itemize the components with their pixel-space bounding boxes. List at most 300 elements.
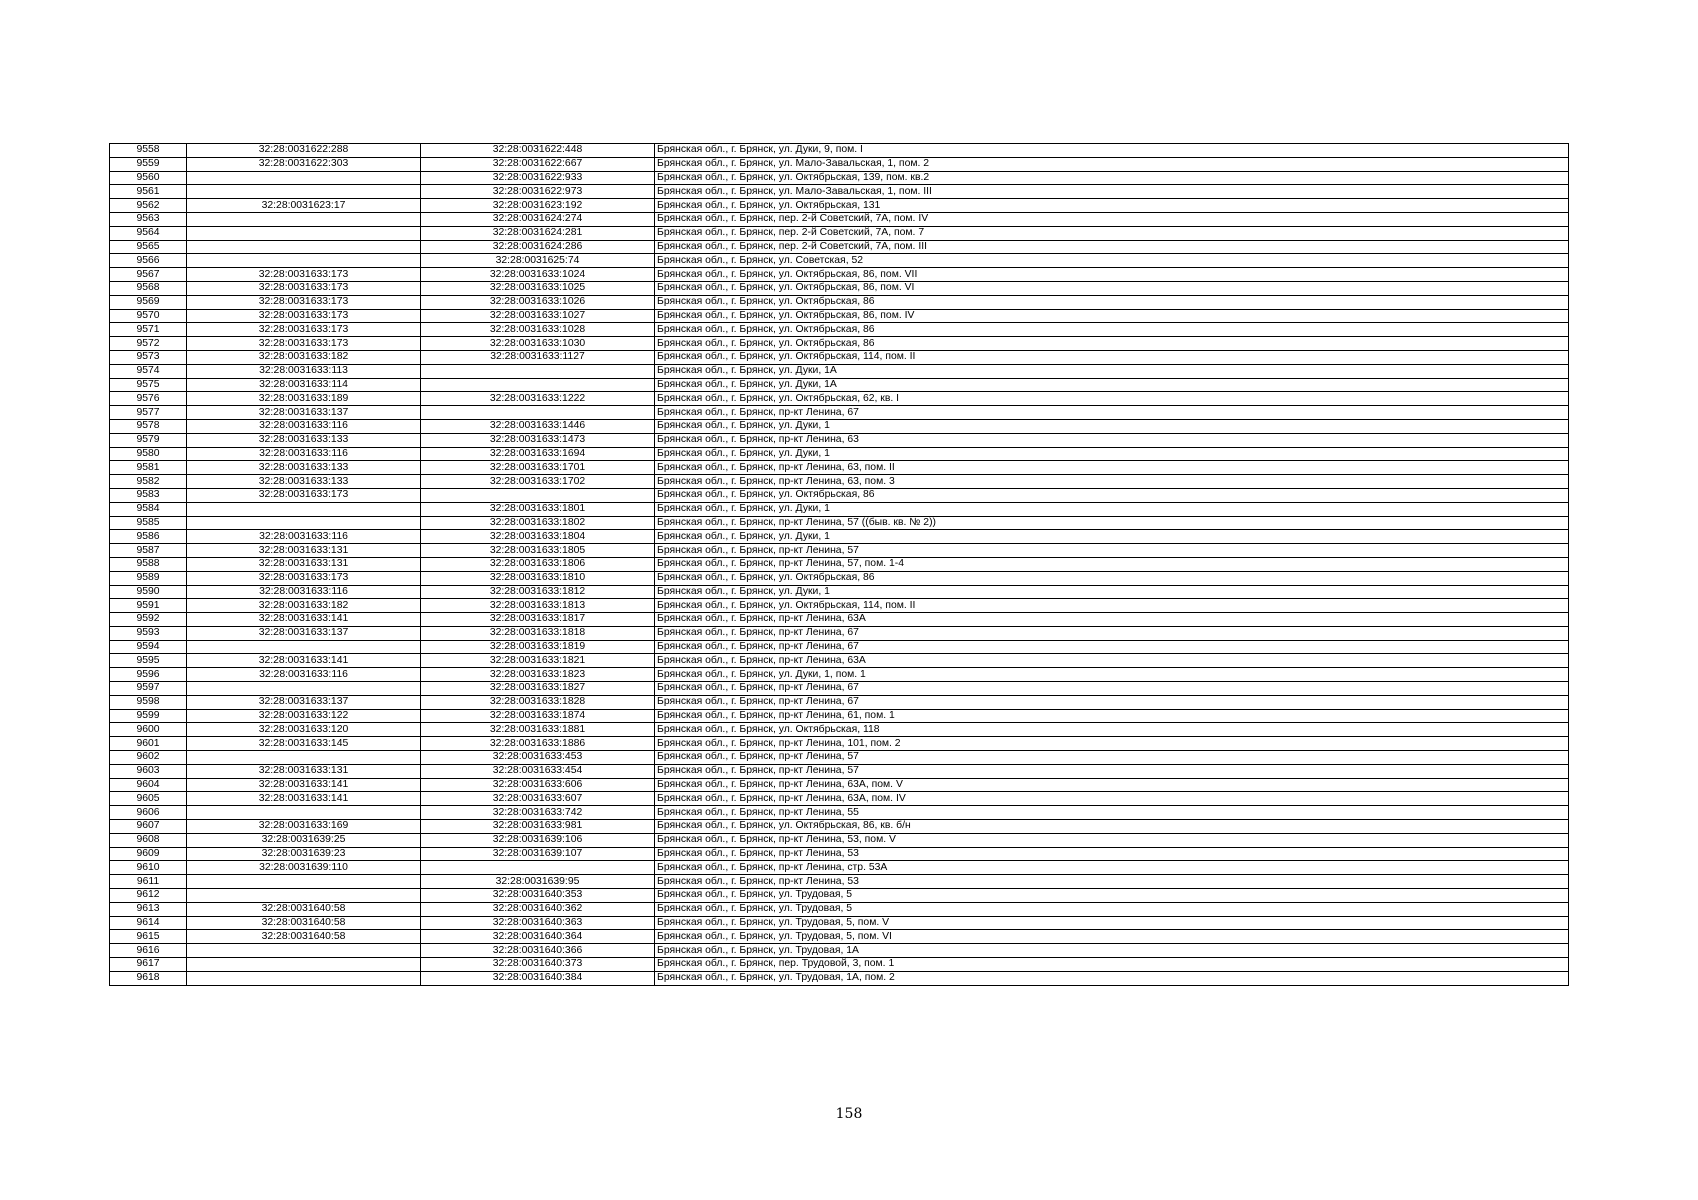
row-number-cell: 9585 bbox=[110, 516, 187, 530]
object-number-cell: 32:28:0031622:667 bbox=[421, 157, 655, 171]
table-row bbox=[110, 144, 1569, 158]
object-number-cell: 32:28:0031633:1821 bbox=[421, 654, 655, 668]
row-number-cell: 9607 bbox=[110, 820, 187, 834]
land-parcel-number-cell: 32:28:0031633:116 bbox=[187, 530, 421, 544]
land-parcel-number-cell bbox=[187, 889, 421, 903]
land-parcel-number-cell: 32:28:0031633:116 bbox=[187, 585, 421, 599]
land-parcel-number-cell: 32:28:0031640:58 bbox=[187, 916, 421, 930]
row-number-cell: 9576 bbox=[110, 392, 187, 406]
table-row bbox=[110, 516, 1569, 530]
address-cell: Брянская обл., г. Брянск, ул. Октябрьская, 118 bbox=[655, 723, 1569, 737]
object-number-cell: 32:28:0031639:107 bbox=[421, 847, 655, 861]
object-number-cell: 32:28:0031633:1874 bbox=[421, 709, 655, 723]
table-row bbox=[110, 281, 1569, 295]
address-cell: Брянская обл., г. Брянск, пр-кт Ленина, 63А bbox=[655, 654, 1569, 668]
row-number-cell: 9609 bbox=[110, 847, 187, 861]
table-row bbox=[110, 557, 1569, 571]
table-row bbox=[110, 833, 1569, 847]
table-row bbox=[110, 268, 1569, 282]
row-number-cell: 9570 bbox=[110, 309, 187, 323]
address-cell: Брянская обл., г. Брянск, пр-кт Ленина, 63, пом. II bbox=[655, 461, 1569, 475]
row-number-cell: 9601 bbox=[110, 737, 187, 751]
land-parcel-number-cell: 32:28:0031633:120 bbox=[187, 723, 421, 737]
object-number-cell: 32:28:0031633:742 bbox=[421, 806, 655, 820]
land-parcel-number-cell: 32:28:0031633:173 bbox=[187, 309, 421, 323]
row-number-cell: 9605 bbox=[110, 792, 187, 806]
land-parcel-number-cell: 32:28:0031633:116 bbox=[187, 668, 421, 682]
table-row bbox=[110, 958, 1569, 972]
address-cell: Брянская обл., г. Брянск, пер. Трудовой, 3, пом. 1 bbox=[655, 958, 1569, 972]
row-number-cell: 9608 bbox=[110, 833, 187, 847]
table-row bbox=[110, 185, 1569, 199]
address-cell: Брянская обл., г. Брянск, ул. Октябрьская, 86 bbox=[655, 488, 1569, 502]
address-cell: Брянская обл., г. Брянск, ул. Октябрьская, 86, пом. VII bbox=[655, 268, 1569, 282]
row-number-cell: 9571 bbox=[110, 323, 187, 337]
row-number-cell: 9580 bbox=[110, 447, 187, 461]
land-parcel-number-cell: 32:28:0031633:114 bbox=[187, 378, 421, 392]
object-number-cell: 32:28:0031624:274 bbox=[421, 212, 655, 226]
row-number-cell: 9577 bbox=[110, 406, 187, 420]
address-cell: Брянская обл., г. Брянск, ул. Мало-Завальская, 1, пом. III bbox=[655, 185, 1569, 199]
row-number-cell: 9582 bbox=[110, 475, 187, 489]
object-number-cell: 32:28:0031633:1812 bbox=[421, 585, 655, 599]
object-number-cell bbox=[421, 364, 655, 378]
table-row bbox=[110, 309, 1569, 323]
object-number-cell: 32:28:0031624:286 bbox=[421, 240, 655, 254]
land-parcel-number-cell: 32:28:0031633:173 bbox=[187, 323, 421, 337]
address-cell: Брянская обл., г. Брянск, пр-кт Ленина, 101, пом. 2 bbox=[655, 737, 1569, 751]
address-cell: Брянская обл., г. Брянск, пр-кт Ленина, 61, пом. 1 bbox=[655, 709, 1569, 723]
address-cell: Брянская обл., г. Брянск, пр-кт Ленина, стр. 53А bbox=[655, 861, 1569, 875]
table-row bbox=[110, 337, 1569, 351]
table-row bbox=[110, 737, 1569, 751]
table-row bbox=[110, 654, 1569, 668]
land-parcel-number-cell: 32:28:0031633:182 bbox=[187, 350, 421, 364]
table-row bbox=[110, 240, 1569, 254]
address-cell: Брянская обл., г. Брянск, ул. Октябрьская, 86 bbox=[655, 337, 1569, 351]
address-cell: Брянская обл., г. Брянск, пр-кт Ленина, 57, пом. 1-4 bbox=[655, 557, 1569, 571]
address-cell: Брянская обл., г. Брянск, пр-кт Ленина, 67 bbox=[655, 406, 1569, 420]
address-cell: Брянская обл., г. Брянск, ул. Октябрьская, 86 bbox=[655, 323, 1569, 337]
land-parcel-number-cell: 32:28:0031633:173 bbox=[187, 295, 421, 309]
address-cell: Брянская обл., г. Брянск, ул. Дуки, 1 bbox=[655, 502, 1569, 516]
address-cell: Брянская обл., г. Брянск, пр-кт Ленина, 53 bbox=[655, 875, 1569, 889]
table-row bbox=[110, 792, 1569, 806]
object-number-cell: 32:28:0031633:1801 bbox=[421, 502, 655, 516]
table-body bbox=[110, 144, 1569, 986]
land-parcel-number-cell: 32:28:0031633:133 bbox=[187, 433, 421, 447]
address-cell: Брянская обл., г. Брянск, пр-кт Ленина, 67 bbox=[655, 682, 1569, 696]
table-row bbox=[110, 916, 1569, 930]
address-cell: Брянская обл., г. Брянск, ул. Дуки, 1 bbox=[655, 585, 1569, 599]
address-cell: Брянская обл., г. Брянск, пр-кт Ленина, 57 bbox=[655, 751, 1569, 765]
address-cell: Брянская обл., г. Брянск, ул. Дуки, 1 bbox=[655, 419, 1569, 433]
address-cell: Брянская обл., г. Брянск, ул. Октябрьская, 86 bbox=[655, 295, 1569, 309]
object-number-cell: 32:28:0031640:364 bbox=[421, 930, 655, 944]
row-number-cell: 9616 bbox=[110, 944, 187, 958]
object-number-cell: 32:28:0031633:1222 bbox=[421, 392, 655, 406]
land-parcel-number-cell bbox=[187, 171, 421, 185]
address-cell: Брянская обл., г. Брянск, ул. Дуки, 1А bbox=[655, 378, 1569, 392]
table-row bbox=[110, 199, 1569, 213]
table-row bbox=[110, 488, 1569, 502]
address-cell: Брянская обл., г. Брянск, ул. Октябрьская, 114, пом. II bbox=[655, 599, 1569, 613]
land-parcel-number-cell: 32:28:0031639:25 bbox=[187, 833, 421, 847]
object-number-cell: 32:28:0031640:384 bbox=[421, 971, 655, 985]
row-number-cell: 9565 bbox=[110, 240, 187, 254]
row-number-cell: 9575 bbox=[110, 378, 187, 392]
table-row bbox=[110, 613, 1569, 627]
address-cell: Брянская обл., г. Брянск, ул. Дуки, 1 bbox=[655, 530, 1569, 544]
land-parcel-number-cell bbox=[187, 254, 421, 268]
table-row bbox=[110, 433, 1569, 447]
row-number-cell: 9561 bbox=[110, 185, 187, 199]
row-number-cell: 9587 bbox=[110, 544, 187, 558]
land-parcel-number-cell: 32:28:0031622:303 bbox=[187, 157, 421, 171]
address-cell: Брянская обл., г. Брянск, ул. Трудовая, 5, пом. VI bbox=[655, 930, 1569, 944]
object-number-cell: 32:28:0031633:1819 bbox=[421, 640, 655, 654]
row-number-cell: 9598 bbox=[110, 695, 187, 709]
table-row bbox=[110, 847, 1569, 861]
land-parcel-number-cell: 32:28:0031633:133 bbox=[187, 475, 421, 489]
land-parcel-number-cell: 32:28:0031633:173 bbox=[187, 571, 421, 585]
table-row bbox=[110, 861, 1569, 875]
land-parcel-number-cell: 32:28:0031633:182 bbox=[187, 599, 421, 613]
table-row bbox=[110, 820, 1569, 834]
address-cell: Брянская обл., г. Брянск, пр-кт Ленина, 67 bbox=[655, 640, 1569, 654]
address-cell: Брянская обл., г. Брянск, пер. 2-й Советский, 7А, пом. IV bbox=[655, 212, 1569, 226]
table-row bbox=[110, 764, 1569, 778]
row-number-cell: 9617 bbox=[110, 958, 187, 972]
address-cell: Брянская обл., г. Брянск, пр-кт Ленина, 53, пом. V bbox=[655, 833, 1569, 847]
table-row bbox=[110, 599, 1569, 613]
land-parcel-number-cell bbox=[187, 875, 421, 889]
row-number-cell: 9597 bbox=[110, 682, 187, 696]
object-number-cell: 32:28:0031622:973 bbox=[421, 185, 655, 199]
address-cell: Брянская обл., г. Брянск, ул. Октябрьская, 114, пом. II bbox=[655, 350, 1569, 364]
address-cell: Брянская обл., г. Брянск, ул. Октябрьская, 86, пом. VI bbox=[655, 281, 1569, 295]
row-number-cell: 9615 bbox=[110, 930, 187, 944]
object-number-cell: 32:28:0031633:1025 bbox=[421, 281, 655, 295]
table-row bbox=[110, 254, 1569, 268]
address-cell: Брянская обл., г. Брянск, ул. Октябрьская, 62, кв. I bbox=[655, 392, 1569, 406]
table-row bbox=[110, 212, 1569, 226]
table-row bbox=[110, 930, 1569, 944]
address-cell: Брянская обл., г. Брянск, ул. Октябрьская, 139, пом. кв.2 bbox=[655, 171, 1569, 185]
object-number-cell: 32:28:0031640:363 bbox=[421, 916, 655, 930]
row-number-cell: 9579 bbox=[110, 433, 187, 447]
table-row bbox=[110, 475, 1569, 489]
row-number-cell: 9591 bbox=[110, 599, 187, 613]
row-number-cell: 9596 bbox=[110, 668, 187, 682]
address-cell: Брянская обл., г. Брянск, пр-кт Ленина, 63 bbox=[655, 433, 1569, 447]
table-row bbox=[110, 157, 1569, 171]
object-number-cell: 32:28:0031633:1026 bbox=[421, 295, 655, 309]
address-cell: Брянская обл., г. Брянск, ул. Трудовая, 5, пом. V bbox=[655, 916, 1569, 930]
table-row bbox=[110, 695, 1569, 709]
address-cell: Брянская обл., г. Брянск, ул. Мало-Завальская, 1, пом. 2 bbox=[655, 157, 1569, 171]
row-number-cell: 9560 bbox=[110, 171, 187, 185]
address-cell: Брянская обл., г. Брянск, пр-кт Ленина, 63, пом. 3 bbox=[655, 475, 1569, 489]
row-number-cell: 9562 bbox=[110, 199, 187, 213]
land-parcel-number-cell: 32:28:0031639:110 bbox=[187, 861, 421, 875]
row-number-cell: 9590 bbox=[110, 585, 187, 599]
address-cell: Брянская обл., г. Брянск, ул. Трудовая, 5 bbox=[655, 889, 1569, 903]
object-number-cell: 32:28:0031622:933 bbox=[421, 171, 655, 185]
address-cell: Брянская обл., г. Брянск, ул. Дуки, 1А bbox=[655, 364, 1569, 378]
object-number-cell: 32:28:0031633:1806 bbox=[421, 557, 655, 571]
object-number-cell: 32:28:0031625:74 bbox=[421, 254, 655, 268]
object-number-cell: 32:28:0031639:106 bbox=[421, 833, 655, 847]
row-number-cell: 9595 bbox=[110, 654, 187, 668]
table-row bbox=[110, 944, 1569, 958]
object-number-cell: 32:28:0031633:1817 bbox=[421, 613, 655, 627]
cadastral-register-table bbox=[109, 143, 1569, 986]
object-number-cell: 32:28:0031633:1802 bbox=[421, 516, 655, 530]
land-parcel-number-cell: 32:28:0031633:189 bbox=[187, 392, 421, 406]
table-row bbox=[110, 406, 1569, 420]
row-number-cell: 9603 bbox=[110, 764, 187, 778]
land-parcel-number-cell: 32:28:0031633:131 bbox=[187, 764, 421, 778]
table-row bbox=[110, 461, 1569, 475]
row-number-cell: 9586 bbox=[110, 530, 187, 544]
row-number-cell: 9610 bbox=[110, 861, 187, 875]
row-number-cell: 9584 bbox=[110, 502, 187, 516]
object-number-cell: 32:28:0031640:362 bbox=[421, 902, 655, 916]
land-parcel-number-cell: 32:28:0031633:169 bbox=[187, 820, 421, 834]
object-number-cell: 32:28:0031633:1827 bbox=[421, 682, 655, 696]
object-number-cell: 32:28:0031633:454 bbox=[421, 764, 655, 778]
row-number-cell: 9566 bbox=[110, 254, 187, 268]
land-parcel-number-cell bbox=[187, 212, 421, 226]
land-parcel-number-cell: 32:28:0031633:141 bbox=[187, 654, 421, 668]
table-row bbox=[110, 226, 1569, 240]
table-row bbox=[110, 544, 1569, 558]
row-number-cell: 9572 bbox=[110, 337, 187, 351]
land-parcel-number-cell: 32:28:0031633:173 bbox=[187, 268, 421, 282]
land-parcel-number-cell: 32:28:0031633:116 bbox=[187, 419, 421, 433]
row-number-cell: 9583 bbox=[110, 488, 187, 502]
object-number-cell: 32:28:0031633:607 bbox=[421, 792, 655, 806]
row-number-cell: 9592 bbox=[110, 613, 187, 627]
address-cell: Брянская обл., г. Брянск, пр-кт Ленина, 63А bbox=[655, 613, 1569, 627]
table-row bbox=[110, 682, 1569, 696]
address-cell: Брянская обл., г. Брянск, ул. Советская, 52 bbox=[655, 254, 1569, 268]
land-parcel-number-cell bbox=[187, 240, 421, 254]
address-cell: Брянская обл., г. Брянск, пр-кт Ленина, 67 bbox=[655, 626, 1569, 640]
address-cell: Брянская обл., г. Брянск, ул. Дуки, 9, пом. I bbox=[655, 144, 1569, 158]
object-number-cell bbox=[421, 378, 655, 392]
land-parcel-number-cell bbox=[187, 185, 421, 199]
object-number-cell: 32:28:0031633:1805 bbox=[421, 544, 655, 558]
address-cell: Брянская обл., г. Брянск, пр-кт Ленина, 55 bbox=[655, 806, 1569, 820]
land-parcel-number-cell: 32:28:0031633:133 bbox=[187, 461, 421, 475]
row-number-cell: 9618 bbox=[110, 971, 187, 985]
table-row bbox=[110, 571, 1569, 585]
object-number-cell: 32:28:0031633:981 bbox=[421, 820, 655, 834]
object-number-cell: 32:28:0031633:1813 bbox=[421, 599, 655, 613]
page-number: 158 bbox=[835, 1106, 863, 1122]
table-row bbox=[110, 295, 1569, 309]
table-row bbox=[110, 323, 1569, 337]
address-cell: Брянская обл., г. Брянск, ул. Трудовая, 1А bbox=[655, 944, 1569, 958]
object-number-cell: 32:28:0031640:366 bbox=[421, 944, 655, 958]
table-row bbox=[110, 378, 1569, 392]
table-row bbox=[110, 723, 1569, 737]
land-parcel-number-cell: 32:28:0031633:141 bbox=[187, 792, 421, 806]
address-cell: Брянская обл., г. Брянск, пр-кт Ленина, 57 bbox=[655, 764, 1569, 778]
object-number-cell: 32:28:0031623:192 bbox=[421, 199, 655, 213]
address-cell: Брянская обл., г. Брянск, ул. Трудовая, 5 bbox=[655, 902, 1569, 916]
land-parcel-number-cell bbox=[187, 971, 421, 985]
object-number-cell: 32:28:0031640:373 bbox=[421, 958, 655, 972]
object-number-cell: 32:28:0031633:1446 bbox=[421, 419, 655, 433]
object-number-cell: 32:28:0031633:1828 bbox=[421, 695, 655, 709]
object-number-cell: 32:28:0031633:606 bbox=[421, 778, 655, 792]
row-number-cell: 9573 bbox=[110, 350, 187, 364]
object-number-cell: 32:28:0031633:1702 bbox=[421, 475, 655, 489]
row-number-cell: 9594 bbox=[110, 640, 187, 654]
address-cell: Брянская обл., г. Брянск, ул. Октябрьская, 86 bbox=[655, 571, 1569, 585]
table-row bbox=[110, 875, 1569, 889]
land-parcel-number-cell: 32:28:0031633:122 bbox=[187, 709, 421, 723]
address-cell: Брянская обл., г. Брянск, пр-кт Ленина, 67 bbox=[655, 695, 1569, 709]
land-parcel-number-cell bbox=[187, 944, 421, 958]
address-cell: Брянская обл., г. Брянск, ул. Октябрьская, 86, кв. б/н bbox=[655, 820, 1569, 834]
table-row bbox=[110, 902, 1569, 916]
object-number-cell: 32:28:0031633:1127 bbox=[421, 350, 655, 364]
address-cell: Брянская обл., г. Брянск, пр-кт Ленина, 63А, пом. IV bbox=[655, 792, 1569, 806]
land-parcel-number-cell: 32:28:0031633:173 bbox=[187, 281, 421, 295]
row-number-cell: 9588 bbox=[110, 557, 187, 571]
row-number-cell: 9600 bbox=[110, 723, 187, 737]
land-parcel-number-cell: 32:28:0031633:141 bbox=[187, 613, 421, 627]
row-number-cell: 9581 bbox=[110, 461, 187, 475]
address-cell: Брянская обл., г. Брянск, ул. Дуки, 1 bbox=[655, 447, 1569, 461]
land-parcel-number-cell: 32:28:0031633:173 bbox=[187, 337, 421, 351]
land-parcel-number-cell bbox=[187, 682, 421, 696]
land-parcel-number-cell: 32:28:0031633:141 bbox=[187, 778, 421, 792]
address-cell: Брянская обл., г. Брянск, ул. Трудовая, 1А, пом. 2 bbox=[655, 971, 1569, 985]
table-row bbox=[110, 364, 1569, 378]
table-row bbox=[110, 778, 1569, 792]
table-row bbox=[110, 392, 1569, 406]
land-parcel-number-cell bbox=[187, 516, 421, 530]
address-cell: Брянская обл., г. Брянск, пр-кт Ленина, 57 ((быв. кв. № 2)) bbox=[655, 516, 1569, 530]
row-number-cell: 9613 bbox=[110, 902, 187, 916]
row-number-cell: 9578 bbox=[110, 419, 187, 433]
land-parcel-number-cell: 32:28:0031633:173 bbox=[187, 488, 421, 502]
row-number-cell: 9568 bbox=[110, 281, 187, 295]
land-parcel-number-cell: 32:28:0031633:145 bbox=[187, 737, 421, 751]
table-row bbox=[110, 640, 1569, 654]
table-row bbox=[110, 447, 1569, 461]
object-number-cell: 32:28:0031633:1886 bbox=[421, 737, 655, 751]
table-row bbox=[110, 419, 1569, 433]
table-row bbox=[110, 806, 1569, 820]
row-number-cell: 9614 bbox=[110, 916, 187, 930]
object-number-cell: 32:28:0031633:1804 bbox=[421, 530, 655, 544]
object-number-cell: 32:28:0031633:1473 bbox=[421, 433, 655, 447]
land-parcel-number-cell bbox=[187, 640, 421, 654]
table-row bbox=[110, 171, 1569, 185]
land-parcel-number-cell: 32:28:0031640:58 bbox=[187, 930, 421, 944]
table-row bbox=[110, 585, 1569, 599]
row-number-cell: 9611 bbox=[110, 875, 187, 889]
object-number-cell bbox=[421, 861, 655, 875]
object-number-cell: 32:28:0031633:1823 bbox=[421, 668, 655, 682]
land-parcel-number-cell: 32:28:0031639:23 bbox=[187, 847, 421, 861]
row-number-cell: 9599 bbox=[110, 709, 187, 723]
object-number-cell: 32:28:0031624:281 bbox=[421, 226, 655, 240]
object-number-cell: 32:28:0031633:453 bbox=[421, 751, 655, 765]
land-parcel-number-cell bbox=[187, 502, 421, 516]
address-cell: Брянская обл., г. Брянск, пр-кт Ленина, 53 bbox=[655, 847, 1569, 861]
row-number-cell: 9563 bbox=[110, 212, 187, 226]
land-parcel-number-cell bbox=[187, 226, 421, 240]
row-number-cell: 9606 bbox=[110, 806, 187, 820]
table-row bbox=[110, 751, 1569, 765]
address-cell: Брянская обл., г. Брянск, пер. 2-й Советский, 7А, пом. III bbox=[655, 240, 1569, 254]
address-cell: Брянская обл., г. Брянск, пр-кт Ленина, 63А, пом. V bbox=[655, 778, 1569, 792]
address-cell: Брянская обл., г. Брянск, ул. Октябрьская, 131 bbox=[655, 199, 1569, 213]
land-parcel-number-cell: 32:28:0031640:58 bbox=[187, 902, 421, 916]
object-number-cell bbox=[421, 488, 655, 502]
land-parcel-number-cell: 32:28:0031633:116 bbox=[187, 447, 421, 461]
row-number-cell: 9567 bbox=[110, 268, 187, 282]
row-number-cell: 9564 bbox=[110, 226, 187, 240]
object-number-cell: 32:28:0031633:1694 bbox=[421, 447, 655, 461]
address-cell: Брянская обл., г. Брянск, пр-кт Ленина, 57 bbox=[655, 544, 1569, 558]
land-parcel-number-cell: 32:28:0031633:137 bbox=[187, 406, 421, 420]
land-parcel-number-cell bbox=[187, 751, 421, 765]
land-parcel-number-cell: 32:28:0031622:288 bbox=[187, 144, 421, 158]
land-parcel-number-cell: 32:28:0031633:131 bbox=[187, 557, 421, 571]
address-cell: Брянская обл., г. Брянск, ул. Октябрьская, 86, пом. IV bbox=[655, 309, 1569, 323]
object-number-cell: 32:28:0031633:1024 bbox=[421, 268, 655, 282]
row-number-cell: 9569 bbox=[110, 295, 187, 309]
object-number-cell: 32:28:0031639:95 bbox=[421, 875, 655, 889]
object-number-cell: 32:28:0031640:353 bbox=[421, 889, 655, 903]
object-number-cell: 32:28:0031633:1881 bbox=[421, 723, 655, 737]
land-parcel-number-cell: 32:28:0031633:131 bbox=[187, 544, 421, 558]
table-row bbox=[110, 502, 1569, 516]
object-number-cell: 32:28:0031622:448 bbox=[421, 144, 655, 158]
land-parcel-number-cell bbox=[187, 958, 421, 972]
table-row bbox=[110, 668, 1569, 682]
object-number-cell: 32:28:0031633:1701 bbox=[421, 461, 655, 475]
land-parcel-number-cell bbox=[187, 806, 421, 820]
object-number-cell: 32:28:0031633:1030 bbox=[421, 337, 655, 351]
land-parcel-number-cell: 32:28:0031623:17 bbox=[187, 199, 421, 213]
row-number-cell: 9559 bbox=[110, 157, 187, 171]
table-row bbox=[110, 350, 1569, 364]
row-number-cell: 9574 bbox=[110, 364, 187, 378]
object-number-cell: 32:28:0031633:1818 bbox=[421, 626, 655, 640]
address-cell: Брянская обл., г. Брянск, пер. 2-й Советский, 7А, пом. 7 bbox=[655, 226, 1569, 240]
row-number-cell: 9604 bbox=[110, 778, 187, 792]
row-number-cell: 9602 bbox=[110, 751, 187, 765]
row-number-cell: 9558 bbox=[110, 144, 187, 158]
land-parcel-number-cell: 32:28:0031633:137 bbox=[187, 695, 421, 709]
land-parcel-number-cell: 32:28:0031633:113 bbox=[187, 364, 421, 378]
row-number-cell: 9589 bbox=[110, 571, 187, 585]
row-number-cell: 9612 bbox=[110, 889, 187, 903]
object-number-cell: 32:28:0031633:1028 bbox=[421, 323, 655, 337]
land-parcel-number-cell: 32:28:0031633:137 bbox=[187, 626, 421, 640]
object-number-cell: 32:28:0031633:1810 bbox=[421, 571, 655, 585]
address-cell: Брянская обл., г. Брянск, ул. Дуки, 1, пом. 1 bbox=[655, 668, 1569, 682]
